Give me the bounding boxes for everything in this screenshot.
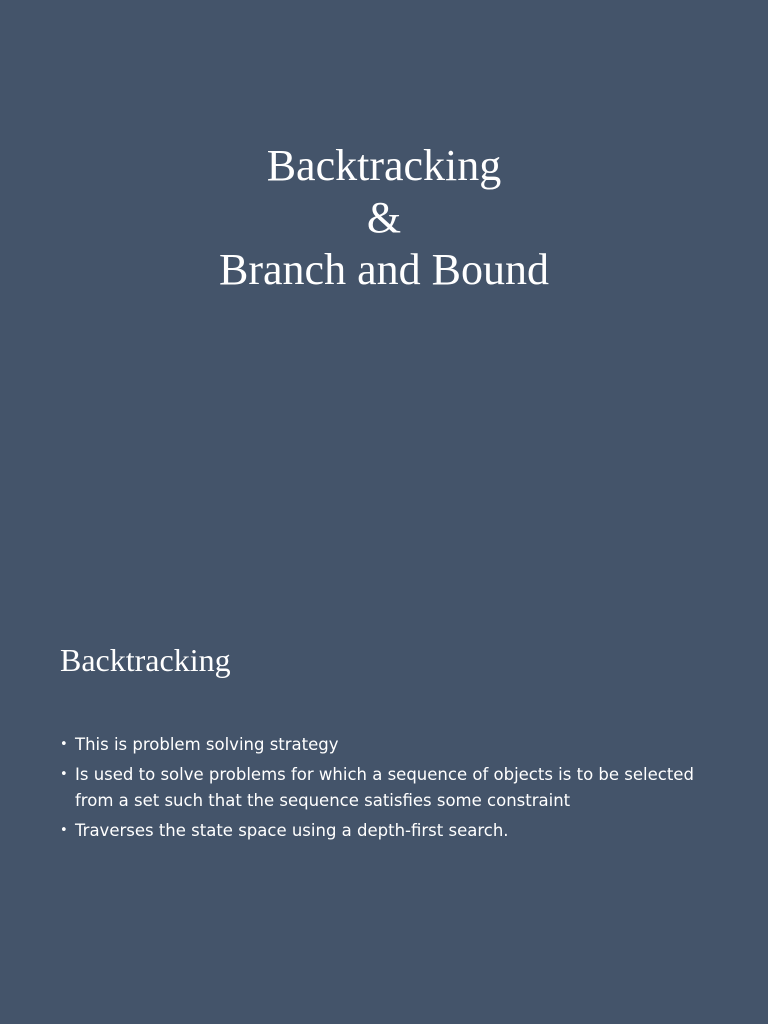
bullet-item — [60, 762, 720, 814]
slide-title — [0, 140, 768, 296]
bullet-item — [60, 732, 720, 758]
bullet-text: This is problem solving strategy — [75, 735, 339, 754]
title-line-2: & — [366, 193, 402, 242]
content-slide — [0, 512, 768, 1024]
section-heading: Backtracking — [60, 642, 231, 678]
bullet-item — [60, 818, 720, 844]
title-line-1: Backtracking — [266, 141, 502, 190]
bullet-list — [60, 732, 720, 848]
bullet-icon: • — [60, 823, 68, 838]
bullet-text: Traverses the state space using a depth-first search. — [75, 821, 509, 840]
title-line-3: Branch and Bound — [219, 245, 549, 294]
bullet-icon: • — [60, 767, 68, 782]
bullet-icon: • — [60, 737, 68, 752]
bullet-text: Is used to solve problems for which a sequence of objects is to be selected from a set such that the sequence satisfies some constraint — [75, 765, 694, 810]
